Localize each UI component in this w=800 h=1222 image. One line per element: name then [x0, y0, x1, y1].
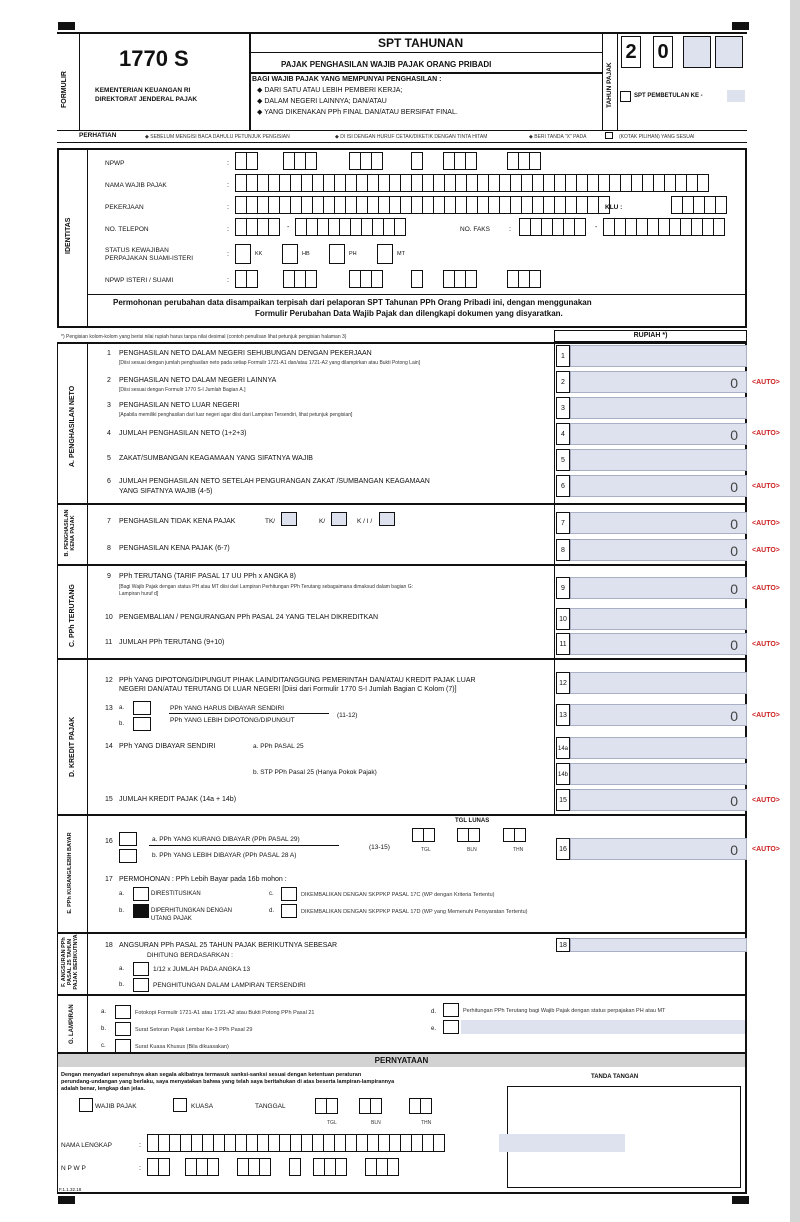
- row-13a-label: PPh YANG HARUS DIBAYAR SENDIRI: [170, 705, 285, 712]
- row-4-amount-field[interactable]: [570, 423, 747, 445]
- npwp-field[interactable]: [443, 152, 476, 170]
- section-d-label: D. KREDIT PAJAK: [69, 716, 76, 777]
- faks-label: NO. FAKS: [460, 226, 490, 233]
- opt-a-label: DIRESTITUSIKAN: [151, 891, 201, 897]
- row-2-amount-field[interactable]: [570, 371, 747, 393]
- section-g-label: G. LAMPIRAN: [69, 1004, 75, 1044]
- perhatian-item: ◆ SEBELUM MENGISI BACA DAHULU PETUNJUK PENGISIAN: [145, 134, 290, 140]
- row-9-amount-field[interactable]: [570, 577, 747, 599]
- telepon-number-field[interactable]: [295, 218, 405, 236]
- section-a-label: A. PENGHASILAN NETO: [69, 385, 76, 467]
- auto-badge: <AUTO>: [752, 846, 780, 853]
- lampiran-d-label: Perhitungan PPh Terutang bagi Wajib Pajak dengan status perpajakan PH atau MT: [463, 1008, 666, 1014]
- npwp-istri-field[interactable]: [443, 270, 476, 288]
- wajib-pajak-label: WAJIB PAJAK: [95, 1103, 137, 1110]
- pernyataan-text: perundang-undangan yang berlaku, saya menyatakan bahwa yang telah saya beritahukan di atas beserta lampiran-lampirannya: [61, 1079, 395, 1085]
- row-11-amount-field[interactable]: [570, 633, 747, 655]
- npwp-field[interactable]: [349, 152, 382, 170]
- lampiran-a-label: Fotokopi Formulir 1721-A1 atau 1721-A2 atau Bukti Potong PPh Pasal 21: [135, 1010, 315, 1016]
- year-digit: 0: [653, 36, 673, 68]
- row-number: 2: [107, 377, 111, 384]
- lampiran-b-label: Surat Setoran Pajak Lembar Ke-3 PPh Pasal 29: [135, 1027, 253, 1033]
- section-c-label: C. PPh TERUTANG: [69, 584, 76, 647]
- row-3-amount-field[interactable]: [570, 397, 747, 419]
- npwp-istri-field[interactable]: [349, 270, 382, 288]
- row-18-sub: DIHITUNG BERDASARKAN :: [147, 952, 233, 959]
- angsuran-b-label: PENGHITUNGAN DALAM LAMPIRAN TERSENDIRI: [153, 982, 306, 989]
- amount-value: 0: [730, 581, 738, 597]
- row-13b-label: PPh YANG LEBIH DIPOTONG/DIPUNGUT: [170, 717, 295, 724]
- npwp-signer-field[interactable]: [365, 1158, 398, 1176]
- klu-label: KLU :: [605, 204, 623, 211]
- row-15-number-box: 15: [556, 789, 570, 811]
- row-1-number-box: 1: [556, 345, 570, 367]
- status-hb-checkbox[interactable]: [282, 244, 298, 264]
- skppkp-17d-checkbox[interactable]: [281, 904, 297, 918]
- opt-b-label-cont: UTANG PAJAK: [151, 916, 192, 922]
- auto-badge: <AUTO>: [752, 712, 780, 719]
- row-16a-label: a. PPh YANG KURANG DIBAYAR (PPh PASAL 29): [152, 836, 300, 843]
- row-16a-checkbox[interactable]: [119, 832, 137, 846]
- ministry-name: KEMENTERIAN KEUANGAN RI: [95, 87, 191, 94]
- amount-value: 0: [730, 637, 738, 653]
- row-number: 4: [107, 430, 111, 437]
- page-subtitle: PAJAK PENGHASILAN WAJIB PAJAK ORANG PRIBADI: [281, 60, 492, 69]
- opt-b-label: DIPERHITUNGKAN DENGAN: [151, 908, 233, 914]
- amount-value: 0: [730, 543, 738, 559]
- applies-to-heading: BAGI WAJIB PAJAK YANG MEMPUNYAI PENGHASILAN :: [252, 76, 442, 83]
- row-6-label-cont: YANG SIFATNYA WAJIB (4-5): [119, 488, 213, 495]
- tanda-tangan-label: TANDA TANGAN: [591, 1074, 639, 1080]
- row-9-number-box: 9: [556, 577, 570, 599]
- row-13b-checkbox[interactable]: [133, 717, 151, 731]
- row-12-number-box: 12: [556, 672, 570, 694]
- rupiah-header: RUPIAH *): [554, 330, 747, 342]
- ptkp-k-input[interactable]: [331, 512, 347, 526]
- section-e-label: E. PPh KURANG/LEBIH BAYAR: [67, 832, 73, 914]
- row-6-amount-field[interactable]: [570, 475, 747, 497]
- perhatian-item: (KOTAK PILIHAN) YANG SESUAI: [619, 134, 695, 140]
- corner-mark: [58, 1196, 75, 1204]
- ptkp-ki-input[interactable]: [379, 512, 395, 526]
- auto-badge: <AUTO>: [752, 547, 780, 554]
- row-8-number-box: 8: [556, 539, 570, 561]
- pembetulan-checkbox[interactable]: [620, 91, 631, 102]
- npwp-signer-field[interactable]: [313, 1158, 346, 1176]
- npwp-istri-field[interactable]: [411, 270, 422, 288]
- kuasa-label: KUASA: [191, 1103, 214, 1110]
- nama-label: NAMA WAJIB PAJAK: [105, 182, 167, 189]
- pekerjaan-label: PEKERJAAN: [105, 204, 144, 211]
- pernyataan-text: Dengan menyadari sepenuhnya akan segala akibatnya termasuk sanksi-sanksi sesuai dengan ketentuan peraturan: [61, 1072, 362, 1078]
- row-10-label: PENGEMBALIAN / PENGURANGAN PPh PASAL 24 YANG TELAH DIKREDITKAN: [119, 614, 379, 621]
- applies-bullet: ◆ DALAM NEGERI LAINNYA; DAN/ATAU: [257, 98, 387, 105]
- row-9-note: Lampiran huruf d]: [119, 591, 159, 597]
- date-part-label: TGL: [327, 1120, 337, 1126]
- tanggal-year[interactable]: [409, 1098, 431, 1114]
- klu-field[interactable]: [671, 196, 726, 214]
- opt-d-label: DIKEMBALIKAN DENGAN SKPPKP PASAL 17D (WP yang Memenuhi Persyaratan Tertentu): [301, 909, 528, 915]
- row-7-amount-field[interactable]: [570, 512, 747, 534]
- page-edge-shadow: [790, 0, 800, 1222]
- row-number: 5: [107, 455, 111, 462]
- amount-value: 0: [730, 842, 738, 858]
- tanggal-label: TANGGAL: [255, 1103, 286, 1110]
- pembetulan-label: SPT PEMBETULAN KE -: [634, 93, 703, 99]
- row-12-label: PPh YANG DIPOTONG/DIPUNGUT PIHAK LAIN/DITANGGUNG PEMERINTAH DAN/ATAU KREDIT PAJAK LUAR: [119, 677, 476, 684]
- nama-field[interactable]: [235, 174, 708, 192]
- row-10-number-box: 10: [556, 608, 570, 630]
- auto-badge: <AUTO>: [752, 430, 780, 437]
- date-part-label: BLN: [371, 1120, 381, 1126]
- pernyataan-text: adalah benar, lengkap dan jelas.: [61, 1086, 146, 1092]
- nama-lengkap-extra-field[interactable]: [499, 1134, 625, 1152]
- row-1-label: PENGHASILAN NETO DALAM NEGERI SEHUBUNGAN DENGAN PEKERJAAN: [119, 350, 372, 357]
- perhatian-box-icon: [605, 132, 613, 139]
- row-14a-label: a. PPh PASAL 25: [253, 743, 304, 750]
- nama-lengkap-field[interactable]: [147, 1134, 444, 1152]
- year-digit: 2: [621, 36, 641, 68]
- status-option-label: MT: [397, 251, 405, 257]
- npwp-signer-field[interactable]: [289, 1158, 300, 1176]
- row-1-amount-field[interactable]: [570, 345, 747, 367]
- tgl-lunas-label: TGL LUNAS: [455, 818, 490, 824]
- row-15-label: JUMLAH KREDIT PAJAK (14a + 14b): [119, 796, 237, 803]
- row-4-number-box: 4: [556, 423, 570, 445]
- row-14b-amount-field[interactable]: [570, 763, 747, 785]
- restitusi-checkbox[interactable]: [133, 887, 149, 901]
- directorate-name: DIREKTORAT JENDERAL PAJAK: [95, 96, 198, 103]
- tgl-lunas-month[interactable]: [457, 828, 479, 842]
- npwp-field[interactable]: [283, 152, 316, 170]
- status-option-label: HB: [302, 251, 310, 257]
- row-14-label: PPh YANG DIBAYAR SENDIRI: [119, 743, 216, 750]
- amount-value: 0: [730, 516, 738, 532]
- perhatian-item: ◆ DI ISI DENGAN HURUF CETAK/DIKETIK DENGAN TINTA HITAM: [335, 134, 488, 140]
- row-5-amount-field[interactable]: [570, 449, 747, 471]
- row-13-formula: (11-12): [337, 712, 358, 719]
- angsuran-a-label: 1/12 x JUMLAH PADA ANGKA 13: [153, 966, 251, 973]
- rupiah-note: *) Pengisian kolom-kolom yang berisi nilai rupiah harus tanpa nilai desimal (contoh penulisan lihat petunjuk pengisian halaman 3): [61, 334, 347, 340]
- row-14a-number-box: 14a: [556, 737, 570, 759]
- npwp-signer-field[interactable]: [237, 1158, 270, 1176]
- spt-form: FORMULIR 1770 S KEMENTERIAN KEUANGAN RI DIREKTORAT JENDERAL PAJAK SPT TAHUNAN PAJAK PENGHASILAN WAJIB PAJAK ORANG PRIBADI BAGI WAJIB PAJAK YANG MEMPUNYAI PENGHASILAN : ◆ DARI SATU ATAU LEBIH PEMBERI KERJA; ◆ DALAM NEGERI LAINNYA; DAN/ATAU ◆ YANG DIKENAKAN PPh FINAL DAN/ATAU BERSIFAT FINAL. TAHUN PAJAK 2 0 SPT PEMBETULAN KE - PERHATIAN ◆ SEBELUM MENGISI BACA DAHULU PETUNJUK PENGISIAN ◆ DI ISI DENGAN HURUF CETAK/DIKETIK DENGAN TINTA HITAM ◆ BERI TANDA "X" PADA (KOTAK PILIHAN) YANG SESUAI IDENTITAS NPWP : NAMA WAJIB PAJAK : PEKERJAAN : KLU : NO. TELEPON : - NO. FAKS : - STATUS KEWAJIBAN PERPAJAKAN SUAMI-ISTERI : KK HB PH MT NPWP ISTERI / SUAMI : Permohonan perubahan data disampaikan terpisah dari pelaporan SPT Tahunan PPh Orang Pribadi ini, dengan menggunakan Formulir Perubahan Data Wajib Pajak dan dilengkapi dokumen yang disyaratkan. *) Pengisian kolom-kolom yang berisi nilai rupiah harus tanpa nilai desimal (contoh penulisan lihat petunjuk pengisian halaman 3) RUPIAH *) A. PENGHASILAN NETO 1 PENGHASILAN NETO DALAM NEGERI SEHUBUNGAN DENGAN PEKERJAAN [Diisi sesuai dengan jumlah penghasilan neto pada setiap Formulir 1721-A1 dan/atau 1721-A2 yang dilampirkan atau Bukti Potong Lain] 1 2 PENGHASILAN NETO DALAM NEGERI LAINNYA [Diisi sesuai dengan Formulir 1770 S-I Jumlah Bagian A.] 2 0 <AUTO> 3 PENGHASILAN NETO LUAR NEGERI [Apabila memiliki penghasilan dari luar negeri agar diisi dari Lampiran Tersendiri, lihat petunjuk pengisian] 3 4 JUMLAH PENGHASILAN NETO (1+2+3) 4 0 <AUTO> 5 ZAKAT/SUMBANGAN KEAGAMAAN YANG SIFATNYA WAJIB 5 6 JUMLAH PENGHASILAN NETO SETELAH PENGURANGAN ZAKAT /SUMBANGAN KEAGAMAAN YANG SIFATNYA WAJIB (4-5) 6 0 <AUTO> B. PENGHASILAN KENA PAJAK 7 PENGHASILAN TIDAK KENA PAJAK TK/ K/ K / I / 7 0 <AUTO> 8 PENGHASILAN KENA PAJAK (6-7) 8 0 <AUTO> C. PPh TERUTANG 9 PPh TERUTANG (TARIF PASAL 17 UU PPh x ANGKA 8) [Bagi Wajib Pajak dengan status PH atau MT diisi dari Lampiran Perhitungan PPh Terutang sebagaimana dimaksud dalam bagian G: Lampiran huruf d] 9 0 <AUTO> 10 PENGEMBALIAN / PENGURANGAN PPh PASAL 24 YANG TELAH DIKREDITKAN 10 11 JUMLAH PPh TERUTANG (9+10) 11 0 <AUTO> D. KREDIT PAJAK 12 PPh YANG DIPOTONG/DIPUNGUT PIHAK LAIN/DITANGGUNG PEMERINTAH DAN/ATAU KREDIT PAJAK LUAR NEGERI DAN/ATAU TERUTANG DI LUAR NEGERI [Diisi dari Formulir 1770 S-I Jumlah Bagian C Kolom (7)] 12 13 a. b. PPh YANG HARUS DIBAYAR SENDIRI PPh YANG LEBIH DIPOTONG/DIPUNGUT (11-12) 13 0 <AUTO> 14 PPh YANG DIBAYAR SENDIRI a. PPh PASAL 25 b. STP PPh Pasal 25 (Hanya Pokok Pajak) 14a 14b 15 JUMLAH KREDIT PAJAK (14a + 14b) 15 0 <AUTO> E. PPh KURANG/LEBIH BAYAR 16 a. PPh YANG KURANG DIBAYAR (PPh PASAL 29) b. PPh YANG LEBIH DIBAYAR (PPh PASAL 28 A) (13-15) TGL LUNAS TGL BLN THN 16 0 <AUTO> 17 PERMOHONAN : PPh Lebih Bayar pada 16b mohon : a. DIRESTITUSIKAN b. DIPERHITUNGKAN DENGAN UTANG PAJAK c. DIKEMBALIKAN DENGAN SKPPKP PASAL 17C (WP dengan Kriteria Tertentu) d. DIKEMBALIKAN DENGAN SKPPKP PASAL 17D (WP yang Memenuhi Persyaratan Tertentu) F. ANGSURAN PPh PASAL 25 TAHUN PAJAK BERIKUTNYA 18 ANGSURAN PPh PASAL 25 TAHUN PAJAK BERIKUTNYA SEBESAR DIHITUNG BERDASARKAN : a. 1/12 x JUMLAH PADA ANGKA 13 b. PENGHITUNGAN DALAM LAMPIRAN TERSENDIRI 18 G. LAMPIRAN a. Fotokopi Formulir 1721-A1 atau 1721-A2 atau Bukti Potong PPh Pasal 21 b. Surat Setoran Pajak Lembar Ke-3 PPh Pasal 29 c. Surat Kuasa Khusus (Bila dikuasakan) d. Perhitungan PPh Terutang bagi Wajib Pajak dengan status perpajakan PH atau MT e. PERNYATAAN Dengan menyadari sepenuhnya akan segala akibatnya termasuk sanksi-sanksi sesuai dengan ketentuan peraturan perundang-undangan yang berlaku, saya menyatakan bahwa yang telah saya beritahukan di atas beserta lampiran-lampirannya adalah benar, lengkap dan jelas. TANDA TANGAN WAJIB PAJAK KUASA TANGGAL TGL BLN THN NAMA LENGKAP : N P W P : F.1.1.32.18: [57, 32, 747, 1194]
- diperhitungkan-checkbox[interactable]: [133, 904, 149, 918]
- perubahan-notice: Permohonan perubahan data disampaikan terpisah dari pelaporan SPT Tahunan PPh Orang Pribadi ini, dengan menggunakan: [113, 298, 592, 307]
- row-5-number-box: 5: [556, 449, 570, 471]
- wajib-pajak-checkbox[interactable]: [79, 1098, 93, 1112]
- corner-mark: [732, 1196, 749, 1204]
- date-part-label: THN: [513, 847, 524, 853]
- row-8-amount-field[interactable]: [570, 539, 747, 561]
- date-part-label: THN: [421, 1120, 432, 1126]
- tgl-lunas-year[interactable]: [503, 828, 525, 842]
- amount-value: 0: [730, 793, 738, 809]
- auto-badge: <AUTO>: [752, 483, 780, 490]
- row-15-amount-field[interactable]: [570, 789, 747, 811]
- section-b-label: B. PENGHASILAN KENA PAJAK: [64, 509, 77, 557]
- year-digit-input[interactable]: [683, 36, 711, 68]
- row-6-number-box: 6: [556, 475, 570, 497]
- row-5-label: ZAKAT/SUMBANGAN KEAGAMAAN YANG SIFATNYA WAJIB: [119, 455, 313, 462]
- row-7-label: PENGHASILAN TIDAK KENA PAJAK: [119, 518, 236, 525]
- npwp-field[interactable]: [411, 152, 422, 170]
- formulir-label: FORMULIR: [61, 71, 68, 108]
- ptkp-tk-label: TK/: [265, 518, 276, 525]
- amount-value: 0: [730, 375, 738, 391]
- lampiran-a-checkbox[interactable]: [115, 1005, 131, 1019]
- ptkp-tk-input[interactable]: [281, 512, 297, 526]
- corner-mark: [58, 22, 75, 30]
- tanggal-month[interactable]: [359, 1098, 381, 1114]
- row-13-amount-field[interactable]: [570, 704, 747, 726]
- row-12-amount-field[interactable]: [570, 672, 747, 694]
- row-16-amount-field[interactable]: [570, 838, 747, 860]
- npwp-signer-label: N P W P: [61, 1165, 86, 1172]
- amount-value: 0: [730, 479, 738, 495]
- date-part-label: TGL: [421, 847, 431, 853]
- year-digit-input[interactable]: [715, 36, 743, 68]
- status-ph-checkbox[interactable]: [329, 244, 345, 264]
- npwp-istri-field[interactable]: [507, 270, 540, 288]
- section-f-label: F. ANGSURAN PPh PASAL 25 TAHUN PAJAK BERIKUTNYA: [61, 934, 80, 990]
- auto-badge: <AUTO>: [752, 585, 780, 592]
- lampiran-e-checkbox[interactable]: [443, 1020, 459, 1034]
- row-12-label-cont: NEGERI DAN/ATAU TERUTANG DI LUAR NEGERI [Diisi dari Formulir 1770 S-I Jumlah Bagian C Kolom (7)]: [119, 686, 457, 693]
- npwp-field[interactable]: [507, 152, 540, 170]
- row-11-label: JUMLAH PPh TERUTANG (9+10): [119, 639, 225, 646]
- auto-badge: <AUTO>: [752, 797, 780, 804]
- form-number: 1770 S: [119, 46, 189, 71]
- row-18-label: ANGSURAN PPh PASAL 25 TAHUN PAJAK BERIKUTNYA SEBESAR: [119, 942, 338, 949]
- row-1-note: [Diisi sesuai dengan jumlah penghasilan neto pada setiap Formulir 1721-A1 dan/atau 1721-A2 yang dilampirkan atau Bukti Potong Lain]: [119, 360, 421, 366]
- row-16-number-box: 16: [556, 838, 570, 860]
- row-16b-label: b. PPh YANG LEBIH DIBAYAR (PPh PASAL 28 A): [152, 852, 297, 859]
- kuasa-checkbox[interactable]: [173, 1098, 187, 1112]
- date-part-label: BLN: [467, 847, 477, 853]
- row-4-label: JUMLAH PENGHASILAN NETO (1+2+3): [119, 430, 247, 437]
- lampiran-d-checkbox[interactable]: [443, 1003, 459, 1017]
- auto-badge: <AUTO>: [752, 520, 780, 527]
- pekerjaan-field[interactable]: [235, 196, 609, 214]
- ptkp-k-label: K/: [319, 518, 326, 525]
- amount-value: 0: [730, 708, 738, 724]
- row-number: 6: [107, 478, 111, 485]
- applies-bullet: ◆ DARI SATU ATAU LEBIH PEMBERI KERJA;: [257, 87, 403, 94]
- opt-c-label: DIKEMBALIKAN DENGAN SKPPKP PASAL 17C (WP dengan Kriteria Tertentu): [301, 892, 495, 898]
- footer-code: F.1.1.32.18: [59, 1187, 82, 1192]
- status-label: PERPAJAKAN SUAMI-ISTERI: [105, 255, 194, 262]
- status-option-label: KK: [255, 251, 263, 257]
- row-14a-amount-field[interactable]: [570, 737, 747, 759]
- npwp-istri-field[interactable]: [235, 270, 257, 288]
- row-8-label: PENGHASILAN KENA PAJAK (6-7): [119, 545, 230, 552]
- faks-area-field[interactable]: [519, 218, 585, 236]
- npwp-istri-field[interactable]: [283, 270, 316, 288]
- row-9-label: PPh TERUTANG (TARIF PASAL 17 UU PPh x ANGKA 8): [119, 573, 296, 580]
- skppkp-17c-checkbox[interactable]: [281, 887, 297, 901]
- tanggal-day[interactable]: [315, 1098, 337, 1114]
- row-13-number-box: 13: [556, 704, 570, 726]
- row-14b-label: b. STP PPh Pasal 25 (Hanya Pokok Pajak): [253, 769, 377, 776]
- status-label: STATUS KEWAJIBAN: [105, 247, 169, 254]
- auto-badge: <AUTO>: [752, 379, 780, 386]
- row-16-formula: (13-15): [369, 844, 390, 851]
- corner-mark: [732, 22, 749, 30]
- row-10-amount-field[interactable]: [570, 608, 747, 630]
- lampiran-e-input[interactable]: [461, 1020, 745, 1034]
- tgl-lunas-day[interactable]: [412, 828, 434, 842]
- pernyataan-title: PERNYATAAN: [58, 1054, 745, 1067]
- npwp-field[interactable]: [235, 152, 257, 170]
- auto-badge: <AUTO>: [752, 641, 780, 648]
- row-3-note: [Apabila memiliki penghasilan dari luar negeri agar diisi dari Lampiran Tersendiri, lihat petunjuk pengisian]: [119, 412, 353, 418]
- row-number: 1: [107, 350, 111, 357]
- row-17-label: PERMOHONAN : PPh Lebih Bayar pada 16b mohon :: [119, 876, 287, 883]
- row-16b-checkbox[interactable]: [119, 849, 137, 863]
- row-2-note: [Diisi sesuai dengan Formulir 1770 S-I Jumlah Bagian A.]: [119, 387, 246, 393]
- status-option-label: PH: [349, 251, 357, 257]
- row-18-number-box: 18: [556, 938, 570, 952]
- status-mt-checkbox[interactable]: [377, 244, 393, 264]
- lampiran-c-label: Surat Kuasa Khusus (Bila dikuasakan): [135, 1044, 229, 1050]
- faks-number-field[interactable]: [603, 218, 724, 236]
- row-9-note: [Bagi Wajib Pajak dengan status PH atau MT diisi dari Lampiran Perhitungan PPh Terutang sebagaimana dimaksud dalam bagian G:: [119, 584, 413, 590]
- telepon-area-field[interactable]: [235, 218, 279, 236]
- row-3-label: PENGHASILAN NETO LUAR NEGERI: [119, 402, 240, 409]
- row-11-number-box: 11: [556, 633, 570, 655]
- amount-value: 0: [730, 427, 738, 443]
- row-7-number-box: 7: [556, 512, 570, 534]
- telepon-label: NO. TELEPON: [105, 226, 149, 233]
- row-14b-number-box: 14b: [556, 763, 570, 785]
- lampiran-b-checkbox[interactable]: [115, 1022, 131, 1036]
- perhatian-label: PERHATIAN: [79, 132, 117, 139]
- npwp-signer-field[interactable]: [147, 1158, 169, 1176]
- angsuran-a-checkbox[interactable]: [133, 962, 149, 976]
- nama-lengkap-label: NAMA LENGKAP: [61, 1142, 112, 1149]
- row-number: 3: [107, 402, 111, 409]
- npwp-signer-field[interactable]: [185, 1158, 218, 1176]
- row-6-label: JUMLAH PENGHASILAN NETO SETELAH PENGURANGAN ZAKAT /SUMBANGAN KEAGAMAAN: [119, 478, 430, 485]
- npwp-istri-label: NPWP ISTERI / SUAMI: [105, 277, 174, 284]
- row-2-label: PENGHASILAN NETO DALAM NEGERI LAINNYA: [119, 377, 277, 384]
- row-18-amount-field[interactable]: [570, 938, 747, 952]
- perhatian-item: ◆ BERI TANDA "X" PADA: [529, 134, 587, 140]
- status-kk-checkbox[interactable]: [235, 244, 251, 264]
- row-2-number-box: 2: [556, 371, 570, 393]
- lampiran-c-checkbox[interactable]: [115, 1039, 131, 1053]
- applies-bullet: ◆ YANG DIKENAKAN PPh FINAL DAN/ATAU BERSIFAT FINAL.: [257, 109, 458, 116]
- pembetulan-input[interactable]: [727, 90, 745, 102]
- row-13a-checkbox[interactable]: [133, 701, 151, 715]
- page-title: SPT TAHUNAN: [378, 36, 464, 50]
- perubahan-notice: Formulir Perubahan Data Wajib Pajak dan dilengkapi dokumen yang disyaratkan.: [255, 309, 563, 318]
- identitas-label: IDENTITAS: [65, 217, 72, 254]
- npwp-label: NPWP: [105, 160, 125, 167]
- row-3-number-box: 3: [556, 397, 570, 419]
- angsuran-b-checkbox[interactable]: [133, 978, 149, 992]
- ptkp-ki-label: K / I /: [357, 518, 373, 525]
- tahun-pajak-label: TAHUN PAJAK: [606, 62, 613, 108]
